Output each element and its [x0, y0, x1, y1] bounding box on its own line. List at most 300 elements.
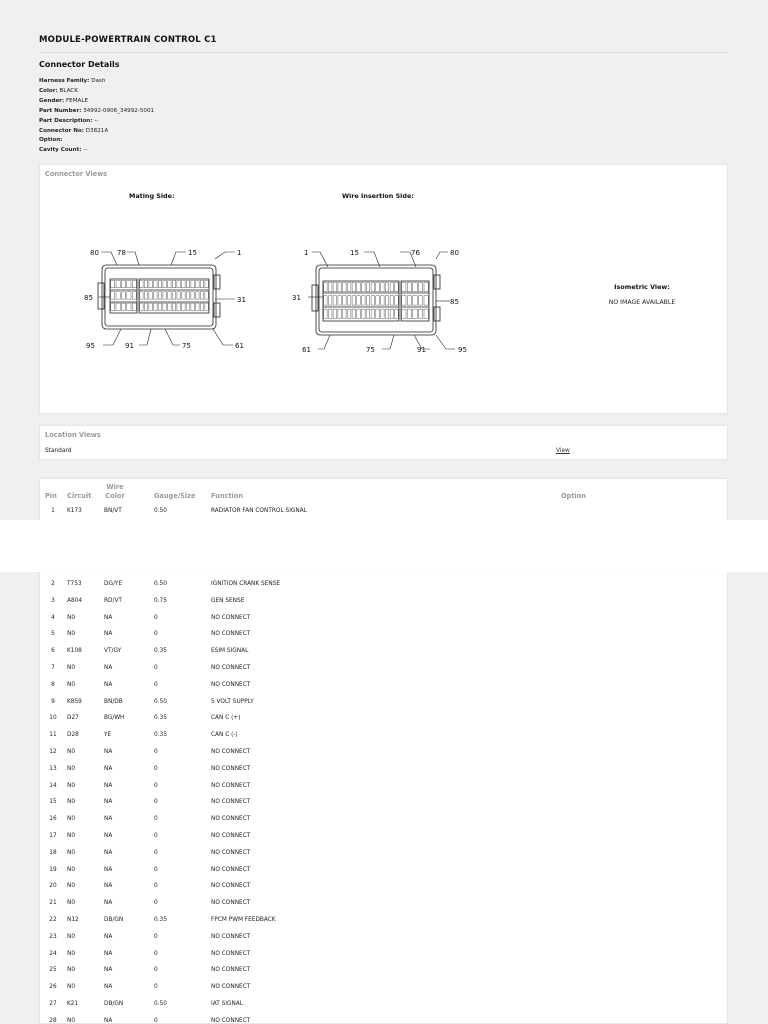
connector-cavity	[395, 309, 399, 318]
connector-cavity	[366, 309, 370, 318]
table-row	[40, 643, 729, 660]
pin-cell: 20	[49, 883, 57, 890]
col-header-pin: Pin	[45, 492, 57, 500]
connector-cavity	[402, 296, 406, 305]
isometric-view-value: NO IMAGE AVAILABLE	[608, 299, 676, 306]
connector-cavity	[352, 296, 356, 305]
connector-cavity	[172, 281, 176, 288]
table-row	[40, 576, 729, 593]
connector-cavity	[390, 309, 394, 318]
connector-cavity	[154, 303, 158, 310]
pin-cell: 12	[49, 749, 57, 755]
pin-table-card	[39, 478, 728, 520]
connector-cavity	[371, 283, 375, 292]
table-row	[40, 996, 729, 1013]
connector-cavity	[116, 303, 120, 310]
gauge-cell: 0	[154, 631, 158, 638]
connector-cavity	[132, 281, 136, 288]
connector-cavity	[158, 303, 162, 310]
circuit-cell: N0	[67, 967, 76, 974]
circuit-cell: N0	[67, 799, 76, 806]
function-cell: NO CONNECT	[211, 849, 251, 856]
connector-cavity	[182, 281, 186, 288]
function-cell: NO CONNECT	[211, 833, 251, 839]
mating-pin-label: 75	[182, 342, 191, 350]
function-cell: NO CONNECT	[211, 883, 251, 890]
gauge-cell: 0	[154, 614, 158, 621]
connector-cavity	[366, 283, 370, 292]
connector-cavity	[376, 309, 380, 318]
connector-cavity	[390, 283, 394, 292]
function-cell: ESIM SIGNAL	[211, 648, 249, 655]
circuit-cell: N0	[67, 866, 76, 873]
connector-cavity	[121, 292, 125, 299]
connector-cavity	[347, 283, 351, 292]
connector-cavity	[163, 292, 167, 299]
circuit-cell: D27	[67, 715, 79, 722]
circuit-cell: N0	[67, 681, 76, 688]
detail-value: 34992-0906_34992-5001	[81, 107, 155, 114]
detail-label: Part Description:	[39, 117, 93, 124]
gauge-cell: 0	[154, 967, 158, 974]
connector-cavity	[362, 296, 366, 305]
connector-cavity	[328, 283, 332, 292]
connector-views-heading: Connector Views	[45, 170, 108, 178]
detail-label: Color:	[39, 87, 58, 94]
table-row	[40, 593, 729, 610]
isometric-view-label: Isometric View:	[614, 283, 670, 291]
mating-pin-label: 15	[188, 249, 197, 257]
function-cell: CAN C (+)	[211, 715, 241, 722]
table-row	[40, 727, 729, 744]
gauge-cell: 0	[154, 665, 158, 671]
gauge-cell: 0	[154, 900, 158, 907]
connector-cavity	[182, 303, 186, 310]
connector-cavity	[328, 309, 332, 318]
function-cell: RADIATOR FAN CONTROL SIGNAL	[211, 508, 307, 514]
connector-cavity	[338, 309, 342, 318]
pin-cell: 18	[49, 849, 57, 856]
detail-line	[39, 117, 154, 127]
wire-color-cell: NA	[104, 967, 113, 974]
connector-cavity	[413, 309, 417, 318]
pin-cell: 11	[49, 732, 57, 739]
insertion-pin-label: 95	[458, 346, 467, 354]
insertion-pin-label: 85	[450, 298, 459, 306]
function-cell: NO CONNECT	[211, 614, 251, 621]
table-row	[40, 862, 729, 879]
gauge-cell: 0	[154, 765, 158, 772]
mating-pin-label: 80	[90, 249, 99, 257]
connector-cavity	[186, 281, 190, 288]
gauge-cell: 0	[154, 799, 158, 806]
connector-cavity	[116, 292, 120, 299]
connector-cavity	[200, 303, 204, 310]
insertion-pin-label: 61	[302, 346, 311, 354]
pin-cell: 14	[49, 782, 57, 789]
table-row	[40, 878, 729, 895]
function-cell: NO CONNECT	[211, 765, 251, 772]
function-cell: NO CONNECT	[211, 967, 251, 974]
connector-cavity	[418, 296, 422, 305]
mating-side-connector-diagram	[65, 245, 265, 355]
function-cell: GEN SENSE	[211, 597, 245, 604]
gauge-cell: 0	[154, 681, 158, 688]
pin-cell: 7	[51, 665, 55, 671]
page-break	[0, 520, 768, 572]
circuit-cell: N0	[67, 1017, 76, 1024]
wire-insertion-side-label: Wire Insertion Side:	[342, 192, 414, 200]
function-cell: NO CONNECT	[211, 665, 251, 671]
wire-color-cell: NA	[104, 833, 113, 839]
connector-cavity	[424, 296, 428, 305]
circuit-cell: N0	[67, 765, 76, 772]
table-row	[40, 912, 729, 929]
wire-color-cell: NA	[104, 816, 113, 823]
insertion-pin-label: 75	[366, 346, 375, 354]
detail-label: Harness Family:	[39, 78, 90, 84]
connector-cavity	[140, 281, 144, 288]
wire-color-cell: NA	[104, 799, 113, 806]
detail-value: FEMALE	[64, 97, 89, 104]
circuit-cell: K108	[67, 648, 82, 655]
gauge-cell: 0.50	[154, 1001, 167, 1007]
circuit-cell: N0	[67, 782, 76, 789]
table-row	[40, 710, 729, 727]
connector-cavity	[357, 309, 361, 318]
mating-pin-label: 95	[86, 342, 95, 350]
insertion-pin-label: 15	[350, 249, 359, 257]
table-row	[40, 610, 729, 627]
connector-cavity	[158, 281, 162, 288]
circuit-cell: N0	[67, 833, 76, 839]
col-header-circuit: Circuit	[67, 492, 92, 500]
connector-cavity	[385, 296, 389, 305]
location-view-link[interactable]: View	[556, 448, 570, 454]
insertion-pin-label: 31	[292, 294, 301, 302]
pin-cell: 24	[49, 950, 57, 957]
wire-color-cell: BN/DB	[104, 698, 123, 705]
table-row	[40, 626, 729, 643]
wire-color-cell: DB/GN	[104, 1001, 124, 1007]
detail-value: BLACK	[57, 87, 78, 94]
connector-cavity	[407, 296, 411, 305]
circuit-cell: T753	[67, 581, 82, 587]
connector-cavity	[186, 292, 190, 299]
gauge-cell: 0	[154, 1017, 158, 1024]
connector-cavity	[177, 281, 181, 288]
pin-cell: 25	[49, 967, 57, 974]
pin-cell: 2	[51, 581, 55, 587]
wire-color-cell: NA	[104, 681, 113, 688]
circuit-cell: N12	[67, 917, 79, 923]
table-row	[40, 778, 729, 795]
detail-line	[39, 107, 154, 117]
mating-pin-label: 31	[237, 296, 246, 304]
pin-cell: 23	[49, 933, 57, 940]
connector-cavity	[324, 309, 328, 318]
function-cell: FPCM PWM FEEDBACK	[211, 917, 276, 923]
connector-cavity	[395, 296, 399, 305]
pin-table-card-continued	[39, 572, 728, 1024]
detail-line	[39, 87, 154, 97]
circuit-cell: D28	[67, 732, 79, 739]
pin-cell: 16	[49, 816, 57, 823]
connector-cavity	[371, 296, 375, 305]
connector-cavity	[357, 296, 361, 305]
connector-cavity	[381, 296, 385, 305]
connector-cavity	[205, 281, 209, 288]
connector-cavity	[154, 281, 158, 288]
wire-color-cell: BG/WH	[104, 715, 125, 722]
connector-cavity	[168, 292, 172, 299]
connector-cavity	[121, 303, 125, 310]
connector-cavity	[352, 309, 356, 318]
function-cell: NO CONNECT	[211, 631, 251, 638]
function-cell: NO CONNECT	[211, 799, 251, 806]
table-row	[40, 1013, 729, 1024]
connector-cavity	[158, 292, 162, 299]
circuit-cell: K21	[67, 1001, 79, 1007]
connector-cavity	[343, 283, 347, 292]
location-views-card	[39, 425, 728, 460]
table-row	[40, 946, 729, 963]
insertion-pin-label: 1	[304, 249, 309, 257]
wire-insertion-side-connector-diagram	[290, 245, 490, 355]
connector-cavity	[376, 283, 380, 292]
pin-cell: 27	[49, 1001, 57, 1007]
connector-cavity	[111, 281, 115, 288]
connector-cavity	[116, 281, 120, 288]
connector-cavity	[390, 296, 394, 305]
connector-cavity	[144, 281, 148, 288]
connector-cavity	[402, 309, 406, 318]
table-row	[40, 744, 729, 761]
gauge-cell: 0.35	[154, 648, 167, 655]
pin-cell: 28	[49, 1017, 57, 1024]
function-cell: NO CONNECT	[211, 681, 251, 688]
gauge-cell: 0	[154, 933, 158, 940]
function-cell: NO CONNECT	[211, 933, 251, 940]
detail-label: Option:	[39, 137, 63, 144]
table-row	[40, 660, 729, 677]
connector-cavity	[182, 292, 186, 299]
connector-cavity	[333, 309, 337, 318]
detail-label: Cavity Count:	[39, 147, 82, 154]
connector-cavity	[324, 296, 328, 305]
connector-cavity	[385, 283, 389, 292]
circuit-cell: N0	[67, 984, 76, 991]
table-row	[40, 962, 729, 979]
gauge-cell: 0	[154, 950, 158, 957]
wire-color-cell: NA	[104, 933, 113, 940]
connector-cavity	[402, 283, 406, 292]
detail-label: Part Number:	[39, 107, 82, 114]
wire-color-cell: NA	[104, 866, 113, 873]
detail-value: D3821A	[84, 127, 109, 134]
connector-cavity	[172, 303, 176, 310]
col-header-function: Function	[211, 492, 244, 500]
detail-label: Gender:	[39, 97, 65, 104]
connector-cavity	[149, 292, 153, 299]
wire-color-cell: YE	[104, 732, 112, 739]
connector-cavity	[424, 309, 428, 318]
connector-cavity	[200, 281, 204, 288]
function-cell: NO CONNECT	[211, 866, 251, 873]
wire-color-cell: DB/GN	[104, 917, 124, 923]
wire-color-cell: NA	[104, 749, 113, 755]
connector-cavity	[385, 309, 389, 318]
table-row	[40, 794, 729, 811]
connector-cavity	[381, 309, 385, 318]
connector-cavity	[191, 281, 195, 288]
circuit-cell: N0	[67, 883, 76, 890]
connector-details-list	[39, 77, 154, 156]
wire-color-cell: NA	[104, 1017, 113, 1024]
wire-color-cell: RD/VT	[104, 597, 122, 604]
wire-color-cell: VT/GY	[104, 648, 122, 655]
connector-cavity	[352, 283, 356, 292]
title-divider	[39, 52, 729, 53]
connector-cavity	[407, 309, 411, 318]
connector-cavity	[149, 281, 153, 288]
detail-line	[39, 136, 154, 146]
connector-cavity	[132, 303, 136, 310]
connector-cavity	[140, 292, 144, 299]
pin-cell: 19	[49, 866, 57, 873]
function-cell: NO CONNECT	[211, 749, 251, 755]
connector-cavity	[154, 292, 158, 299]
wire-color-cell: NA	[104, 900, 113, 907]
connector-cavity	[357, 283, 361, 292]
connector-cavity	[333, 296, 337, 305]
pin-cell: 4	[51, 614, 55, 621]
function-cell: NO CONNECT	[211, 984, 251, 991]
connector-cavity	[196, 292, 200, 299]
connector-cavity	[127, 292, 131, 299]
connector-cavity	[347, 309, 351, 318]
pin-cell: 8	[51, 681, 55, 688]
page-title: MODULE-POWERTRAIN CONTROL C1	[39, 35, 217, 45]
wire-color-cell: NA	[104, 614, 113, 621]
connector-cavity	[328, 296, 332, 305]
table-row	[40, 828, 729, 845]
connector-cavity	[338, 283, 342, 292]
col-header-option: Option	[561, 492, 586, 500]
connector-cavity	[362, 283, 366, 292]
connector-cavity	[177, 292, 181, 299]
col-header-wire-line1: Wire	[106, 483, 124, 491]
connector-cavity	[121, 281, 125, 288]
gauge-cell: 0	[154, 883, 158, 890]
col-header-wire-line2: Color	[105, 491, 125, 500]
detail-line	[39, 97, 154, 107]
mating-pin-label: 85	[84, 294, 93, 302]
function-cell: 5 VOLT SUPPLY	[211, 698, 254, 705]
pin-cell: 17	[49, 833, 57, 839]
circuit-cell: N0	[67, 900, 76, 907]
connector-details-heading: Connector Details	[39, 60, 120, 69]
wire-color-cell: NA	[104, 765, 113, 772]
connector-cavity	[149, 303, 153, 310]
connector-cavity	[347, 296, 351, 305]
circuit-cell: N0	[67, 665, 76, 671]
pin-cell: 22	[49, 917, 57, 923]
wire-color-cell: BN/VT	[104, 508, 122, 514]
insertion-pin-label: 80	[450, 249, 459, 257]
mating-pin-label: 78	[117, 249, 126, 257]
table-row	[40, 677, 729, 694]
pin-cell: 13	[49, 765, 57, 772]
insertion-pin-label: 76	[411, 249, 420, 257]
mating-pin-label: 91	[125, 342, 134, 350]
connector-cavity	[366, 296, 370, 305]
wire-color-cell: NA	[104, 849, 113, 856]
gauge-cell: 0	[154, 849, 158, 856]
wire-color-cell: NA	[104, 631, 113, 638]
circuit-cell: N0	[67, 849, 76, 856]
connector-cavity	[362, 309, 366, 318]
pin-cell: 9	[51, 698, 55, 705]
connector-cavity	[205, 292, 209, 299]
connector-cavity	[177, 303, 181, 310]
connector-cavity	[376, 296, 380, 305]
mating-side-label: Mating Side:	[129, 192, 175, 200]
table-row	[40, 979, 729, 996]
function-cell: IAT SIGNAL	[211, 1001, 244, 1007]
wire-color-cell: NA	[104, 950, 113, 957]
connector-cavity	[127, 281, 131, 288]
connector-cavity	[333, 283, 337, 292]
connector-cavity	[168, 281, 172, 288]
connector-cavity	[111, 303, 115, 310]
table-row	[40, 811, 729, 828]
gauge-cell: 0.75	[154, 597, 167, 604]
table-row	[40, 929, 729, 946]
connector-cavity	[196, 281, 200, 288]
gauge-cell: 0.35	[154, 732, 167, 739]
function-cell: NO CONNECT	[211, 950, 251, 957]
wire-color-cell: NA	[104, 883, 113, 890]
gauge-cell: 0	[154, 866, 158, 873]
table-row	[40, 503, 729, 520]
pin-cell: 26	[49, 984, 57, 991]
circuit-cell: A804	[67, 597, 83, 604]
table-row	[40, 895, 729, 912]
gauge-cell: 0	[154, 782, 158, 789]
gauge-cell: 0.35	[154, 917, 167, 923]
wire-color-cell: DG/YE	[104, 581, 123, 587]
connector-cavity	[191, 292, 195, 299]
circuit-cell: N0	[67, 614, 76, 621]
function-cell: NO CONNECT	[211, 816, 251, 823]
gauge-cell: 0	[154, 984, 158, 991]
gauge-cell: 0	[154, 833, 158, 839]
connector-cavity	[132, 292, 136, 299]
wire-color-cell: NA	[104, 984, 113, 991]
col-header-wire-color	[100, 483, 130, 500]
connector-cavity	[343, 309, 347, 318]
location-views-heading: Location Views	[45, 431, 101, 439]
insertion-pin-label: 91	[417, 346, 426, 354]
detail-value: Dash	[89, 78, 106, 84]
pin-cell: 15	[49, 799, 57, 806]
connector-cavity	[371, 309, 375, 318]
gauge-cell: 0.50	[154, 698, 167, 705]
connector-cavity	[127, 303, 131, 310]
connector-cavity	[200, 292, 204, 299]
detail-value: --	[81, 147, 88, 154]
